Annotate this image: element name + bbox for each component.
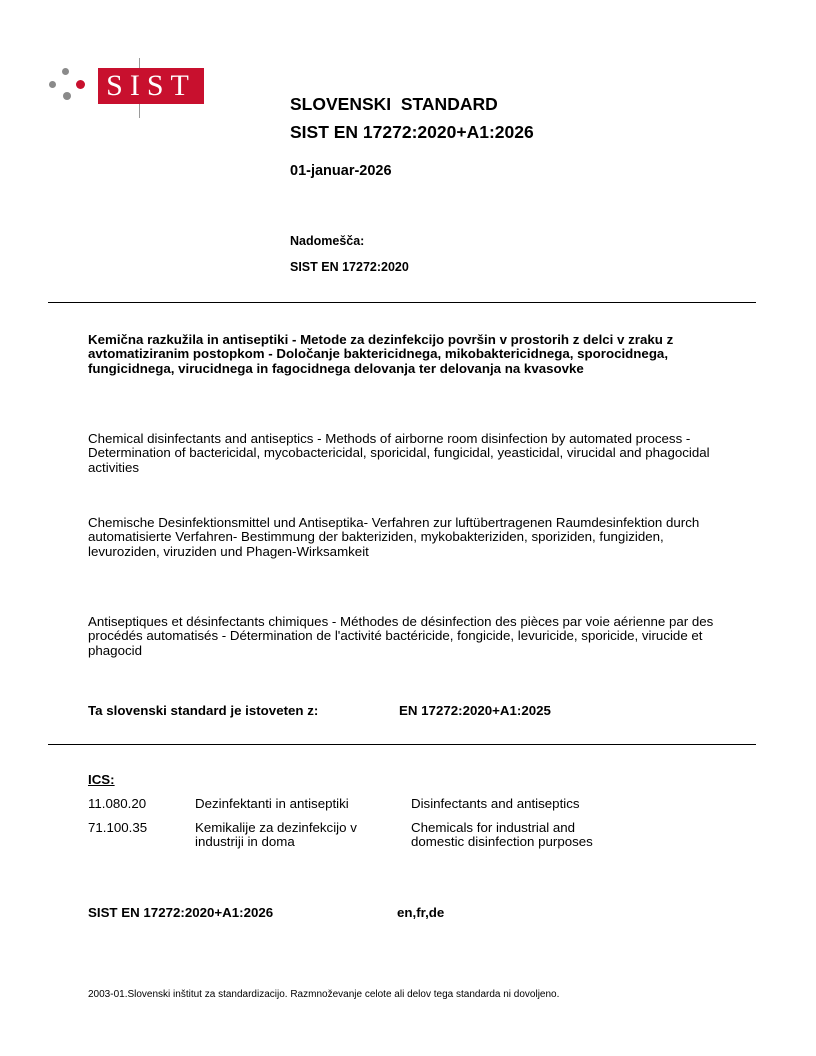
title-slovenian: Kemična razkužila in antiseptiki - Metode za dezinfekcijo površin v prostorih z delci v zraku z avtomatiziranim postopkom - Določanje baktericidnega, mikobaktericidnega, sporocidnega, fungicidnega, virucidnega in fagocidnega delovanja ter delovanja na kvasovke (88, 332, 674, 376)
divider-top (48, 302, 756, 303)
sist-logo: SIST (98, 68, 204, 104)
footer-languages: en,fr,de (397, 905, 445, 920)
ics-desc-en: Chemicals for industrial and domestic disinfection purposes (411, 820, 593, 850)
copyright-notice: 2003-01.Slovenski inštitut za standardizacijo. Razmnoževanje celote ali delov tega standarda ni dovoljeno. (88, 989, 560, 1000)
logo-dots-icon (46, 66, 90, 110)
ics-code: 71.100.35 (88, 820, 148, 835)
replaces-value: SIST EN 17272:2020 (290, 260, 409, 274)
identical-label: Ta slovenski standard je istoveten z: (88, 703, 319, 718)
ics-desc-sl: Dezinfektanti in antiseptiki (195, 796, 349, 811)
title-english: Chemical disinfectants and antiseptics - Methods of airborne room disinfection by automated process - Determination of bactericidal, mycobactericidal, sporicidal, fungicidal, yeasticidal, virucidal and phagocidal activities (88, 431, 710, 475)
ics-label: ICS: (88, 772, 115, 787)
publication-date: 01-januar-2026 (290, 163, 392, 179)
ics-code: 11.080.20 (88, 796, 147, 811)
footer-standard-id: SIST EN 17272:2020+A1:2026 (88, 905, 274, 920)
ics-desc-sl: Kemikalije za dezinfekcijo v industriji in doma (195, 820, 357, 850)
identical-value: EN 17272:2020+A1:2025 (399, 703, 551, 718)
divider-bottom (48, 744, 756, 745)
title-german: Chemische Desinfektionsmittel und Antiseptika- Verfahren zur luftübertragenen Raumdesinfektion durch automatisierte Verfahren- Bestimmung der bakteriziden, mykobakteriziden, sporiziden, fungiziden, levuroziden, viruziden und Phagen-Wirksamkeit (88, 515, 700, 559)
standard-id: SIST EN 17272:2020+A1:2026 (290, 122, 534, 142)
title-french: Antiseptiques et désinfectants chimiques - Méthodes de désinfection des pièces par voie aérienne par des procédés automatisés - Détermination de l'activité bactéricide, fongicide, levuricide, sporicide, virucide et phagocid (88, 614, 714, 658)
standard-type: SLOVENSKI STANDARD (290, 94, 498, 114)
ics-desc-en: Disinfectants and antiseptics (411, 796, 580, 811)
replaces-label: Nadomešča: (290, 234, 365, 248)
